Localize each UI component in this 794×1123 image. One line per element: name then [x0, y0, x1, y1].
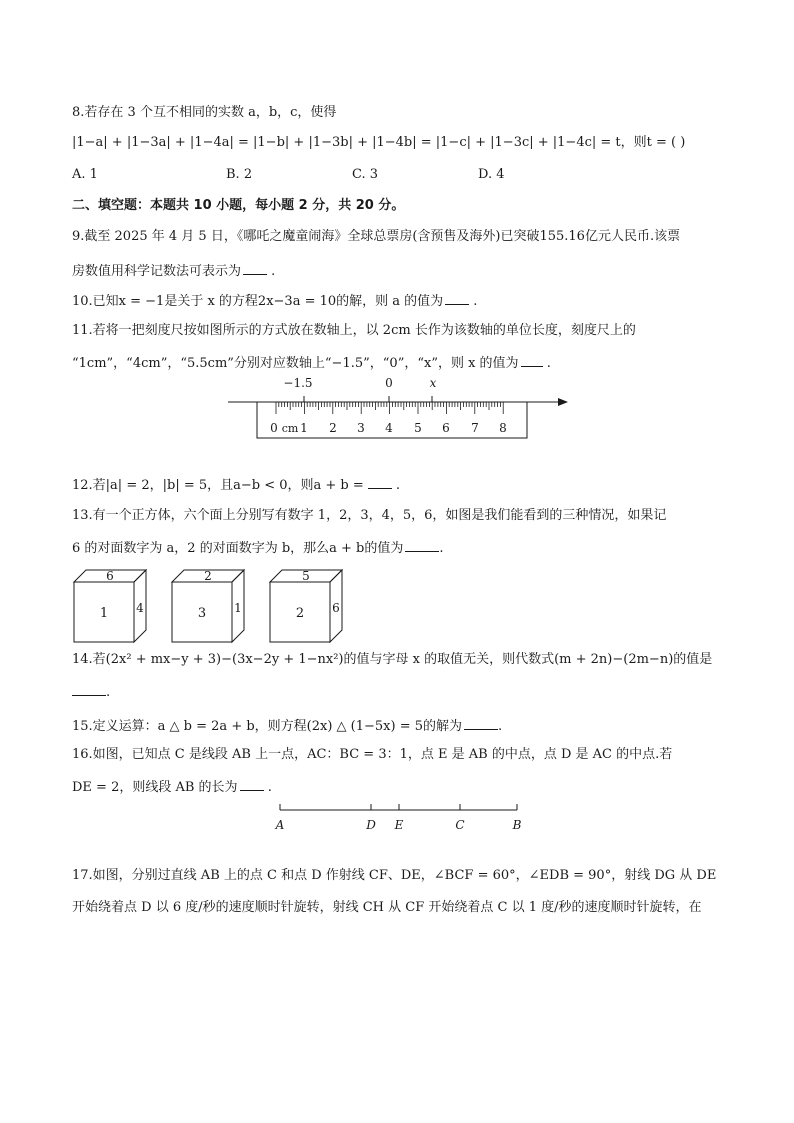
- q9-answer-blank[interactable]: [243, 261, 267, 275]
- ruler-number-1: 1: [300, 421, 308, 435]
- q9-line1: 9.截至 2025 年 4 月 5 日，《哪吒之魔童闹海》全球总票房(含预售及海外)已突破155.16亿元人民币.该票: [72, 229, 681, 244]
- cube-3-top: 5: [302, 569, 310, 583]
- ruler-number-7: 7: [471, 421, 479, 435]
- cube-2-top: 2: [204, 569, 212, 583]
- q8-option-b: B. 2: [226, 167, 253, 182]
- q15-text: 15.定义运算：a △ b = 2a + b，则方程(2x) △ (1−5x) = 5的解为: [72, 719, 463, 734]
- q13-line2: 6 的对面数字为 a，2 的对面数字为 b，那么a + b的值为 .: [72, 538, 444, 558]
- q16-answer-blank[interactable]: [240, 777, 264, 791]
- q16-segment-figure: [268, 800, 530, 838]
- cube-3-front: 2: [295, 606, 305, 621]
- q14-answer-blank[interactable]: [72, 682, 106, 696]
- q17-line2: 开始绕着点 D 以 6 度/秒的速度顺时针旋转，射线 CH 从 CF 开始绕着点 C 以 1 度/秒的速度顺时针旋转，在: [72, 900, 702, 915]
- q12-text: 12.若|a| = 2，|b| = 5，且a−b < 0，则a + b =: [72, 478, 364, 493]
- cube-3: [270, 569, 342, 642]
- q9-line2-text: 房数值用科学记数法可表示为: [72, 264, 242, 279]
- q8-line1: 8.若存在 3 个互不相同的实数 a，b，c，使得: [72, 105, 337, 120]
- cube-1-top: 6: [106, 569, 114, 583]
- q10-text: 10.已知x = −1是关于 x 的方程2x−3a = 10的解，则 a 的值为: [72, 294, 444, 309]
- q13-line1: 13.有一个正方体，六个面上分别写有数字 1，2，3，4，5，6，如图是我们能看到的三种情况，如果记: [72, 508, 667, 523]
- point-d: D: [366, 818, 376, 832]
- q15-line: 15.定义运算：a △ b = 2a + b，则方程(2x) △ (1−5x) = 5的解为 .: [72, 716, 502, 736]
- q8-equation: |1−a| + |1−3a| + |1−4a| = |1−b| + |1−3b| + |1−4b| = |1−c| + |1−3c| + |1−4c| = t，则t = ( ): [72, 135, 686, 150]
- q16-line2-text: DE = 2，则线段 AB 的长为: [72, 780, 238, 795]
- point-a: A: [275, 818, 285, 832]
- q13-answer-blank[interactable]: [405, 538, 439, 552]
- section-title: 二、填空题：本题共 10 小题，每小题 2 分，共 20 分。: [72, 198, 405, 213]
- point-c: C: [455, 818, 465, 832]
- q9-line2: 房数值用科学记数法可表示为 .: [72, 261, 275, 281]
- q12-answer-blank[interactable]: [368, 475, 392, 489]
- q8-option-a: A. 1: [72, 167, 98, 182]
- q11-line2-text: “1cm”，“4cm”，“5.5cm”分别对应数轴上“−1.5”，“0”，“x”，则 x 的值为: [72, 356, 519, 371]
- cube-2: [172, 569, 244, 642]
- q8-option-c: C. 3: [352, 167, 379, 182]
- q16-line2: DE = 2，则线段 AB 的长为 .: [72, 777, 272, 797]
- q14-line1: 14.若(2x² + mx−y + 3)−(3x−2y + 1−nx²)的值与字母 x 的取值无关，则代数式(m + 2n)−(2m−n)的值是: [72, 652, 713, 667]
- q11-ruler-figure: [222, 374, 572, 442]
- axis-label-x: x: [429, 376, 437, 390]
- ruler-number-2: 2: [329, 421, 337, 435]
- axis-label-zero: 0: [385, 376, 393, 390]
- q15-answer-blank[interactable]: [464, 716, 498, 730]
- cube-1-front: 1: [99, 606, 109, 621]
- axis-arrow-icon: [558, 398, 568, 406]
- q11-answer-blank[interactable]: [521, 353, 543, 367]
- point-b: B: [512, 818, 522, 832]
- q14-line2: .: [72, 682, 110, 702]
- ruler-number-6: 6: [442, 421, 450, 435]
- q16-line1: 16.如图，已知点 C 是线段 AB 上一点，AC：BC = 3：1，点 E 是 AB 的中点，点 D 是 AC 的中点.若: [72, 747, 673, 762]
- q10-line: 10.已知x = −1是关于 x 的方程2x−3a = 10的解，则 a 的值为 .: [72, 291, 477, 311]
- point-e: E: [394, 818, 404, 832]
- ruler-number-4: 4: [385, 421, 393, 435]
- q13-line2-text: 6 的对面数字为 a，2 的对面数字为 b，那么a + b的值为: [72, 541, 404, 556]
- ruler-number-3: 3: [357, 421, 365, 435]
- ruler-number-8: 8: [499, 421, 507, 435]
- cube-2-front: 3: [197, 606, 207, 621]
- ruler-ticks: [276, 402, 503, 414]
- cube-1-side: 4: [136, 601, 144, 615]
- cube-2-side: 1: [234, 601, 242, 615]
- cube-3-side: 6: [332, 601, 340, 615]
- q11-line1: 11.若将一把刻度尺按如图所示的方式放在数轴上，以 2cm 长作为该数轴的单位长度，刻度尺上的: [72, 323, 636, 338]
- ruler-number-5: 5: [414, 421, 422, 435]
- axis-label-neg1-5: −1.5: [283, 376, 313, 390]
- q17-line1: 17.如图，分别过直线 AB 上的点 C 和点 D 作射线 CF、DE，∠BCF = 60°，∠EDB = 90°，射线 DG 从 DE: [72, 868, 717, 883]
- q12-line: 12.若|a| = 2，|b| = 5，且a−b < 0，则a + b = .: [72, 475, 400, 495]
- q10-answer-blank[interactable]: [445, 291, 469, 305]
- q13-cubes-figure: [70, 566, 360, 644]
- cube-1: [74, 569, 146, 642]
- ruler-number-0: 0: [270, 421, 278, 435]
- ruler-unit: cm: [281, 422, 299, 435]
- q8-option-d: D. 4: [478, 167, 505, 182]
- q11-line2: “1cm”，“4cm”，“5.5cm”分别对应数轴上“−1.5”，“0”，“x”，则 x 的值为 .: [72, 353, 551, 373]
